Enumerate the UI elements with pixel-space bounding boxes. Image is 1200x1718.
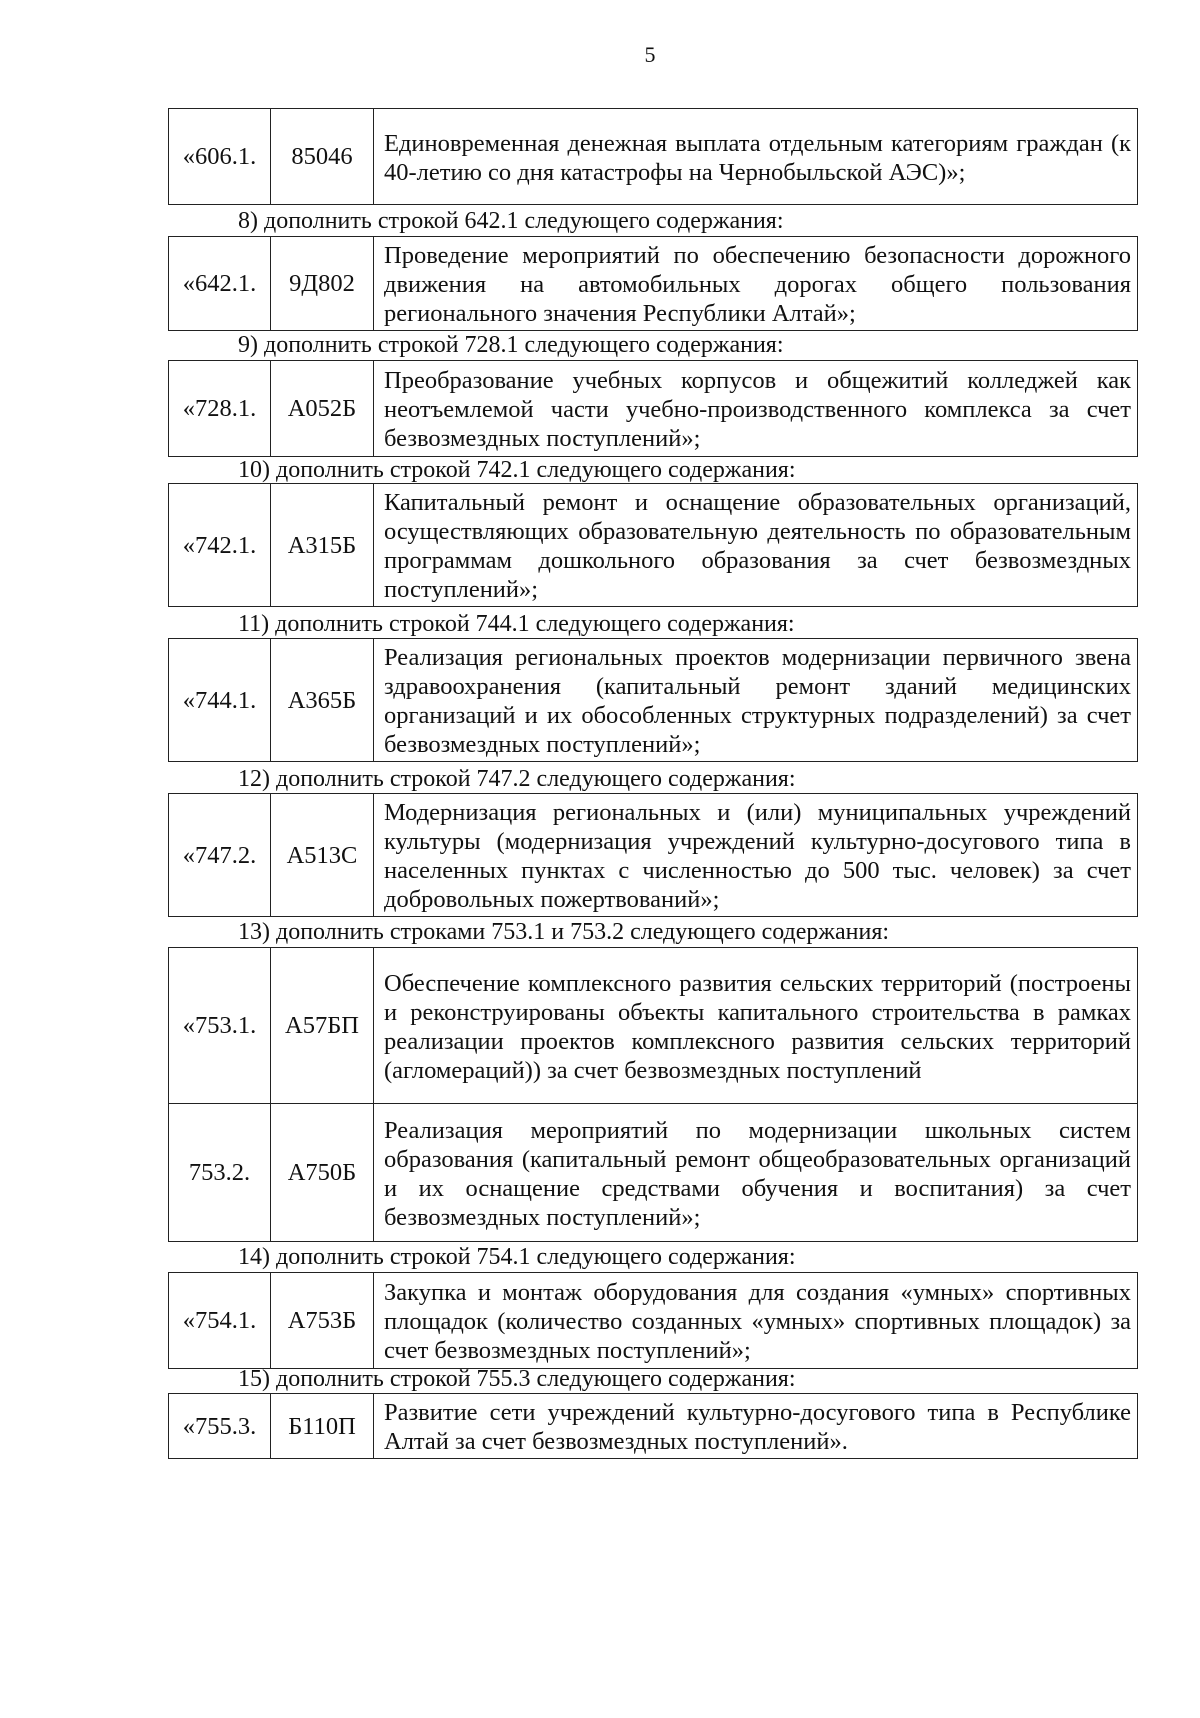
budget-code: А365Б (271, 639, 374, 762)
instruction-number: 15) (238, 1366, 270, 1392)
row-number: «747.2. (169, 794, 271, 917)
row-description: Закупка и монтаж оборудования для создания «умных» спортивных площадок (количество созданных «умных» спортивных площадок) за счет безвозмездных поступлений»; (374, 1273, 1138, 1369)
amendment-instruction (238, 1366, 796, 1392)
instruction-number: 8) (238, 208, 258, 234)
instruction-text: дополнить строкой 747.2 следующего содержания: (270, 766, 796, 792)
code-table (168, 638, 1138, 762)
amendment-instruction (238, 208, 784, 234)
instruction-text: дополнить строкой 755.3 следующего содержания: (270, 1366, 796, 1392)
budget-code: А57БП (271, 948, 374, 1104)
row-number: «642.1. (169, 237, 271, 331)
row-description: Реализация региональных проектов модернизации первичного звена здравоохранения (капитальный ремонт зданий медицинских организаций и их обособленных структурных подразделений) за счет безвозмездных поступлений»; (374, 639, 1138, 762)
table-row (169, 1273, 1138, 1369)
budget-code: 9Д802 (271, 237, 374, 331)
row-number: «606.1. (169, 109, 271, 205)
row-number: «742.1. (169, 484, 271, 607)
row-description: Проведение мероприятий по обеспечению безопасности дорожного движения на автомобильных дорогах общего пользования регионального значения Республики Алтай»; (374, 237, 1138, 331)
budget-code: А513С (271, 794, 374, 917)
budget-code: Б110П (271, 1394, 374, 1459)
instruction-number: 13) (238, 919, 270, 945)
instruction-text: дополнить строкой 728.1 следующего содержания: (258, 332, 784, 358)
row-description: Развитие сети учреждений культурно-досугового типа в Республике Алтай за счет безвозмездных поступлений». (374, 1394, 1138, 1459)
budget-code: А052Б (271, 361, 374, 457)
code-table (168, 108, 1138, 205)
code-table (168, 360, 1138, 457)
amendment-instruction (238, 919, 889, 945)
row-number: 753.2. (169, 1104, 271, 1242)
amendment-instruction (238, 457, 796, 483)
row-description: Реализация мероприятий по модернизации школьных систем образования (капитальный ремонт общеобразовательных организаций и их оснащение средствами обучения и воспитания) за счет безвозмездных поступлений»; (374, 1104, 1138, 1242)
instruction-number: 12) (238, 766, 270, 792)
budget-code: А315Б (271, 484, 374, 607)
table-row (169, 794, 1138, 917)
table-row (169, 1104, 1138, 1242)
code-table (168, 483, 1138, 607)
code-table (168, 793, 1138, 917)
row-description: Единовременная денежная выплата отдельным категориям граждан (к 40-летию со дня катастрофы на Чернобыльской АЭС)»; (374, 109, 1138, 205)
row-description: Модернизация региональных и (или) муниципальных учреждений культуры (модернизация учреждений культурно-досугового типа в населенных пунктах с численностью до 500 тыс. человек) за счет добровольных пожертвований»; (374, 794, 1138, 917)
table-row (169, 639, 1138, 762)
table-row (169, 948, 1138, 1104)
amendment-instruction (238, 611, 795, 637)
code-table (168, 947, 1138, 1242)
amendment-instruction (238, 1244, 796, 1270)
instruction-number: 10) (238, 457, 270, 483)
instruction-number: 9) (238, 332, 258, 358)
amendment-instruction (238, 766, 796, 792)
code-table (168, 1272, 1138, 1369)
budget-code: А750Б (271, 1104, 374, 1242)
instruction-number: 14) (238, 1244, 270, 1270)
page-number: 5 (644, 42, 656, 67)
row-number: «755.3. (169, 1394, 271, 1459)
table-row (169, 109, 1138, 205)
instruction-text: дополнить строкой 754.1 следующего содержания: (270, 1244, 796, 1270)
code-table (168, 236, 1138, 331)
row-description: Обеспечение комплексного развития сельских территорий (построены и реконструированы объекты капитального строительства в рамках реализации проектов комплексного развития сельских территорий (агломераций)) за счет безвозмездных поступлений (374, 948, 1138, 1104)
instruction-number: 11) (238, 611, 270, 637)
budget-code: А753Б (271, 1273, 374, 1369)
instruction-text: дополнить строкой 742.1 следующего содержания: (270, 457, 796, 483)
table-row (169, 484, 1138, 607)
table-row (169, 361, 1138, 457)
row-number: «728.1. (169, 361, 271, 457)
table-row (169, 237, 1138, 331)
row-description: Преобразование учебных корпусов и общежитий колледжей как неотъемлемой части учебно-производственного комплекса за счет безвозмездных поступлений»; (374, 361, 1138, 457)
row-number: «754.1. (169, 1273, 271, 1369)
instruction-text: дополнить строкой 642.1 следующего содержания: (258, 208, 784, 234)
row-description: Капитальный ремонт и оснащение образовательных организаций, осуществляющих образовательную деятельность по образовательным программам дошкольного образования за счет безвозмездных поступлений»; (374, 484, 1138, 607)
row-number: «744.1. (169, 639, 271, 762)
row-number: «753.1. (169, 948, 271, 1104)
code-table (168, 1393, 1138, 1459)
table-row (169, 1394, 1138, 1459)
instruction-text: дополнить строками 753.1 и 753.2 следующего содержания: (270, 919, 890, 945)
instruction-text: дополнить строкой 744.1 следующего содержания: (269, 611, 795, 637)
budget-code: 85046 (271, 109, 374, 205)
amendment-instruction (238, 332, 784, 358)
